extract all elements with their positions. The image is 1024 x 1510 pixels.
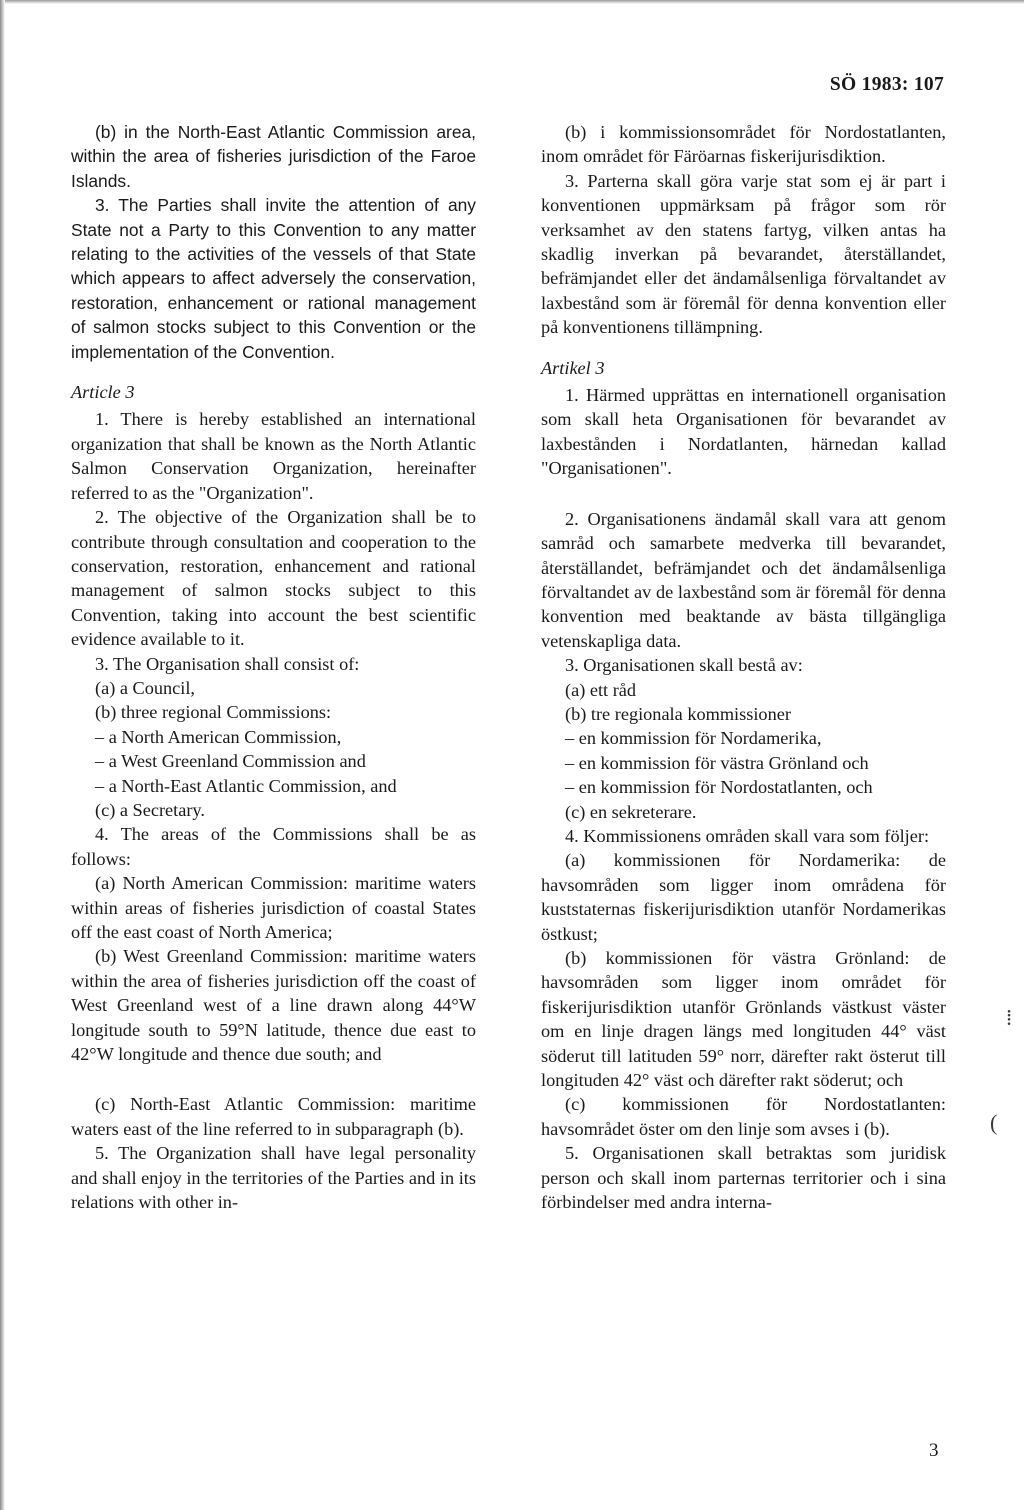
sv-para-1b: (b) i kommissionsområdet för Nordostatlanten, inom området för Färöarnas fiskerijurisdiktion.	[541, 122, 946, 167]
page-number: 3	[929, 1440, 939, 1461]
sv-list-item: – en kommission för Nordamerika,	[565, 728, 822, 749]
en-art3-para-4a: (a) North American Commission: maritime waters within areas of fisheries jurisdiction of coastal States off the east coast of North America;	[71, 873, 476, 942]
en-list-item: – a North-East Atlantic Commission, and	[95, 775, 397, 796]
swedish-column	[541, 120, 946, 1214]
en-article-heading: Article 3	[71, 382, 135, 403]
scan-top-edge	[0, 0, 1024, 4]
en-art3-para-1: 1. There is hereby established an international organization that shall be known as the North Atlantic Salmon Conservation Organization, hereinafter referred to as the "Organization".	[71, 409, 476, 503]
en-art3-para-4b: (b) West Greenland Commission: maritime waters within the area of fisheries jurisdiction off the coast of West Greenland west of a line drawn along 44°W longitude south to 59°N latitude, thence due east to 42°W longitude and thence due south; and	[71, 946, 476, 1065]
en-art3-para-4: 4. The areas of the Commissions shall be as follows:	[71, 824, 476, 869]
sv-art3-para-2: 2. Organisationens ändamål skall vara att genom samråd och samarbete medverka till bevarandet, återställandet, befrämjandet och det ändamålsenliga förvaltandet av de laxbestånd som är föremål för denna konvention med beaktande av bästa tillgängliga vetenskapliga data.	[541, 508, 946, 651]
sv-list-item: (a) ett råd	[565, 679, 637, 700]
sv-art3-para-3: 3. Organisationen skall bestå av:	[565, 655, 803, 676]
scan-artifact-mark: ⁞	[1006, 1005, 1013, 1030]
sv-art3-para-4b: (b) kommissionen för västra Grönland: de havsområden som ligger inom området för fiskerijurisdiktion utanför Grönlands västkust väster om en linje dragen längs med longituden 44° väst söderut till latituden 59° norr, därefter rakt österut till longituden 42° väst och därefter rakt söderut; och	[541, 948, 946, 1091]
english-column	[71, 120, 476, 1214]
scan-left-edge	[0, 0, 5, 1510]
sv-list-item: (b) tre regionala kommissioner	[565, 703, 791, 724]
sv-art3-para-4c: (c) kommissionen för Nordostatlanten: havsområdet öster om den linje som avses i (b).	[541, 1094, 946, 1139]
sv-list-item: – en kommission för Nordostatlanten, och	[565, 777, 873, 798]
en-list-item: (a) a Council,	[95, 677, 196, 698]
sv-list-item: – en kommission för västra Grönland och	[565, 752, 869, 773]
en-art3-para-4c: (c) North-East Atlantic Commission: maritime waters east of the line referred to in subparagraph (b).	[71, 1094, 476, 1139]
en-art3-para-5: 5. The Organization shall have legal personality and shall enjoy in the territories of the Parties and in its relations with other in-	[71, 1143, 476, 1213]
sv-para-3: 3. Parterna skall göra varje stat som ej är part i konventionen uppmärksam på frågor som rör verksamhet av den statens fartyg, vilken antas ha skadlig inverkan på bevarandet, återställandet, befrämjandet eller det ändamålsenliga förvaltandet av laxbestånd som är föremål för denna konvention eller på konventionens tillämpning.	[541, 170, 946, 338]
en-list-item: (c) a Secretary.	[95, 799, 205, 820]
en-list-item: (b) three regional Commissions:	[95, 702, 332, 723]
en-art3-para-3: 3. The Organisation shall consist of:	[95, 653, 360, 674]
sv-art3-para-1: 1. Härmed upprättas en internationell organisation som skall heta Organisationen för bevarandet av laxbestånden i Nordatlanten, härnedan kallad "Organisationen".	[541, 385, 946, 479]
sv-art3-para-5: 5. Organisationen skall betraktas som juridisk person och skall inom parternas territorier och i sina förbindelser med andra interna-	[541, 1143, 946, 1213]
en-para-3: 3. The Parties shall invite the attention of any State not a Party to this Convention to any matter relating to the activities of the vessels of that State which appears to affect adversely the conservation, restoration, enhancement or rational management of salmon stocks subject to this Convention or the implementation of the Convention.	[71, 195, 476, 362]
running-head: SÖ 1983: 107	[829, 74, 944, 95]
sv-art3-para-4: 4. Kommissionens områden skall vara som följer:	[565, 825, 930, 846]
en-list-item: – a West Greenland Commission and	[95, 751, 366, 772]
en-list-item: – a North American Commission,	[95, 726, 342, 747]
sv-article-heading: Artikel 3	[541, 357, 605, 378]
scan-artifact-mark: (	[990, 1110, 998, 1135]
sv-art3-para-4a: (a) kommissionen för Nordamerika: de havsområden som ligger inom områdena för kuststaternas fiskerijurisdiktion utanför Nordamerikas östkust;	[541, 850, 946, 944]
en-art3-para-2: 2. The objective of the Organization shall be to contribute through consultation and cooperation to the conservation, restoration, enhancement and rational management of salmon stocks subject to this Convention, taking into account the best scientific evidence available to it.	[71, 507, 476, 650]
en-para-1b: (b) in the North-East Atlantic Commission area, within the area of fisheries jurisdiction of the Faroe Islands.	[71, 122, 476, 191]
sv-list-item: (c) en sekreterare.	[565, 801, 697, 822]
